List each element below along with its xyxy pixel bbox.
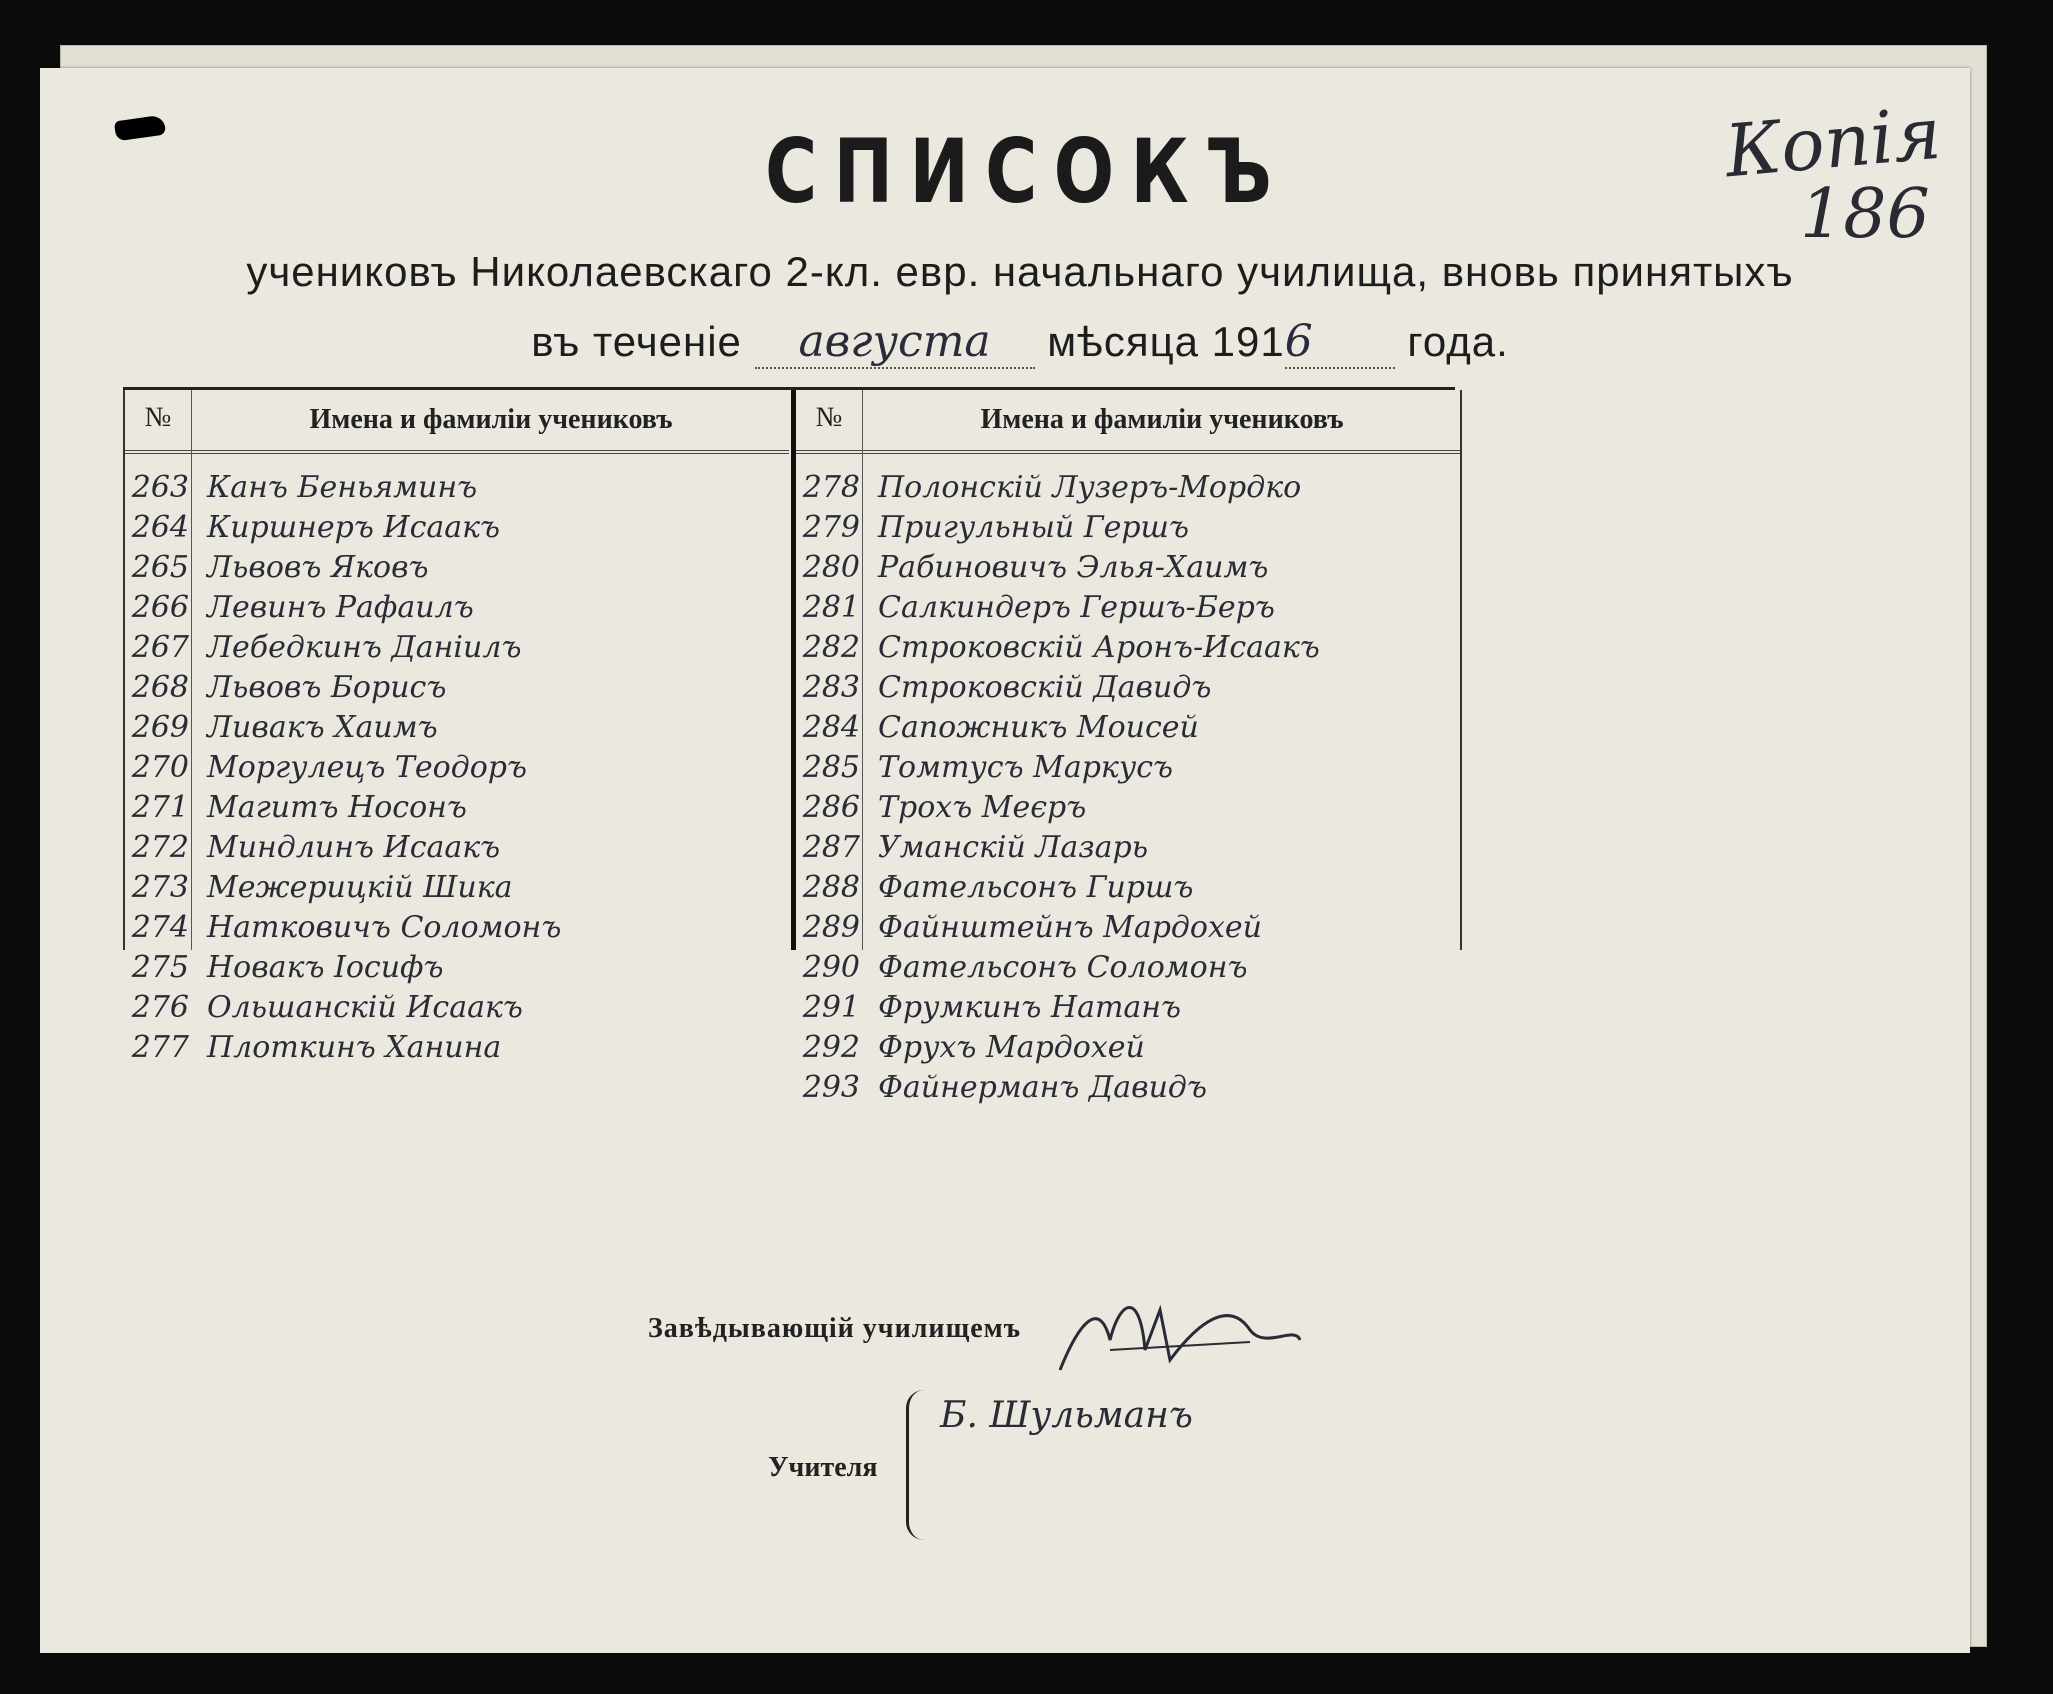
- student-name: Лебедкинъ Даніилъ: [207, 630, 522, 665]
- row-number: 283: [802, 670, 860, 705]
- teacher-signature: Б. Шульманъ: [940, 1395, 1193, 1436]
- right-rows: [796, 468, 1460, 1108]
- head-of-school-label: Завѣдывающій училищемъ: [648, 1313, 1022, 1344]
- table-row: [796, 748, 1460, 788]
- document-subtitle: учениковъ Николаевскаго 2-кл. евр. начальнаго училища, вновь принятыхъ: [246, 248, 1794, 295]
- student-name: Уманскій Лазарь: [878, 830, 1149, 865]
- table-row: [796, 948, 1460, 988]
- corner-note-copy: Копія: [1721, 90, 1945, 194]
- row-number: 277: [131, 1030, 189, 1065]
- students-table: [123, 387, 1455, 1105]
- row-number: 282: [802, 630, 860, 665]
- table-row: [125, 468, 789, 508]
- table-row: [796, 588, 1460, 628]
- student-name: Томтусъ Маркусъ: [878, 750, 1174, 785]
- student-name: Магитъ Носонъ: [207, 790, 467, 825]
- row-number: 275: [131, 950, 189, 985]
- row-number: 263: [131, 470, 189, 505]
- row-number: 268: [131, 670, 189, 705]
- table-row: [796, 1028, 1460, 1068]
- table-row: [125, 548, 789, 588]
- table-row: [125, 1028, 789, 1068]
- student-name: Фательсонъ Гиршъ: [878, 870, 1194, 905]
- table-row: [125, 588, 789, 628]
- table-header-right: [796, 390, 1460, 454]
- row-number: 291: [802, 990, 860, 1025]
- table-row: [796, 988, 1460, 1028]
- corner-note-number: 186: [1800, 175, 1930, 254]
- row-number: 292: [802, 1030, 860, 1065]
- student-name: Левинъ Рафаилъ: [207, 590, 474, 625]
- row-number: 274: [131, 910, 189, 945]
- table-row: [125, 908, 789, 948]
- student-name: Рабиновичъ Элья-Хаимъ: [878, 550, 1269, 585]
- table-row: [796, 828, 1460, 868]
- student-name: Натковичъ Соломонъ: [207, 910, 562, 945]
- header-names: Имена и фамиліи учениковъ: [309, 404, 673, 435]
- row-number: 281: [802, 590, 860, 625]
- row-number: 269: [131, 710, 189, 745]
- student-name: Миндлинъ Исаакъ: [207, 830, 501, 865]
- student-name: Салкиндеръ Гершъ-Беръ: [878, 590, 1275, 625]
- table-left-column: [123, 390, 789, 1065]
- student-name: Киршнеръ Исаакъ: [207, 510, 501, 545]
- period-month: августа: [755, 316, 1035, 369]
- student-name: Ливакъ Хаимъ: [207, 710, 438, 745]
- row-number: 289: [802, 910, 860, 945]
- table-row: [125, 668, 789, 708]
- table-row: [125, 708, 789, 748]
- student-name: Фательсонъ Соломонъ: [878, 950, 1248, 985]
- header-number: №: [815, 402, 843, 433]
- student-name: Фрумкинъ Натанъ: [878, 990, 1182, 1025]
- table-row: [796, 868, 1460, 908]
- row-number: 265: [131, 550, 189, 585]
- row-number: 288: [802, 870, 860, 905]
- table-row: [796, 788, 1460, 828]
- left-rows: [125, 468, 789, 1068]
- student-name: Моргулецъ Теодоръ: [207, 750, 527, 785]
- student-name: Новакъ Іосифъ: [207, 950, 444, 985]
- table-row: [796, 708, 1460, 748]
- teachers-brace: [906, 1390, 929, 1540]
- table-row: [125, 988, 789, 1028]
- table-header-left: [125, 390, 789, 454]
- table-row: [796, 548, 1460, 588]
- row-number: 279: [802, 510, 860, 545]
- table-row: [125, 628, 789, 668]
- student-name: Строковскій Аронъ-Исаакъ: [878, 630, 1320, 665]
- period-prefix: въ теченіе: [531, 318, 742, 365]
- period-suffix: года.: [1407, 318, 1509, 365]
- row-number: 286: [802, 790, 860, 825]
- table-row: [796, 468, 1460, 508]
- row-number: 284: [802, 710, 860, 745]
- student-name: Фрухъ Мардохей: [878, 1030, 1145, 1065]
- student-name: Полонскій Лузеръ-Мордко: [878, 470, 1302, 505]
- table-row: [125, 948, 789, 988]
- table-row: [796, 628, 1460, 668]
- student-name: Сапожникъ Моисей: [878, 710, 1199, 745]
- row-number: 293: [802, 1070, 860, 1105]
- student-name: Канъ Беньяминъ: [207, 470, 478, 505]
- student-name: Межерицкій Шика: [207, 870, 513, 905]
- student-name: Файнштейнъ Мардохей: [878, 910, 1262, 945]
- table-row: [125, 748, 789, 788]
- row-number: 276: [131, 990, 189, 1025]
- table-row: [796, 1068, 1460, 1108]
- table-right-column: [791, 390, 1462, 1105]
- row-number: 267: [131, 630, 189, 665]
- student-name: Плоткинъ Ханина: [207, 1030, 502, 1065]
- table-row: [796, 668, 1460, 708]
- head-signature: [1050, 1280, 1310, 1390]
- row-number: 290: [802, 950, 860, 985]
- student-name: Строковскій Давидъ: [878, 670, 1212, 705]
- table-row: [125, 868, 789, 908]
- student-name: Пригульный Гершъ: [878, 510, 1189, 545]
- row-number: 270: [131, 750, 189, 785]
- row-number: 278: [802, 470, 860, 505]
- student-name: Львовъ Борисъ: [207, 670, 447, 705]
- header-names: Имена и фамиліи учениковъ: [980, 404, 1344, 435]
- row-number: 280: [802, 550, 860, 585]
- student-name: Ольшанскій Исаакъ: [207, 990, 523, 1025]
- table-row: [125, 508, 789, 548]
- row-number: 287: [802, 830, 860, 865]
- row-number: 266: [131, 590, 189, 625]
- student-name: Трохъ Меєръ: [878, 790, 1087, 825]
- row-number: 271: [131, 790, 189, 825]
- table-row: [796, 908, 1460, 948]
- period-line: [120, 316, 1920, 369]
- table-row: [796, 508, 1460, 548]
- period-year-digit: 6: [1285, 316, 1395, 369]
- teachers-label: Учителя: [768, 1452, 878, 1483]
- table-row: [125, 788, 789, 828]
- student-name: Файнерманъ Давидъ: [878, 1070, 1207, 1105]
- row-number: 273: [131, 870, 189, 905]
- row-number: 272: [131, 830, 189, 865]
- period-middle: мѣсяца 191: [1047, 318, 1285, 365]
- document-title: СПИСОКЪ: [765, 120, 1288, 223]
- student-name: Львовъ Яковъ: [207, 550, 429, 585]
- header-number: №: [144, 402, 172, 433]
- row-number: 264: [131, 510, 189, 545]
- table-row: [125, 828, 789, 868]
- row-number: 285: [802, 750, 860, 785]
